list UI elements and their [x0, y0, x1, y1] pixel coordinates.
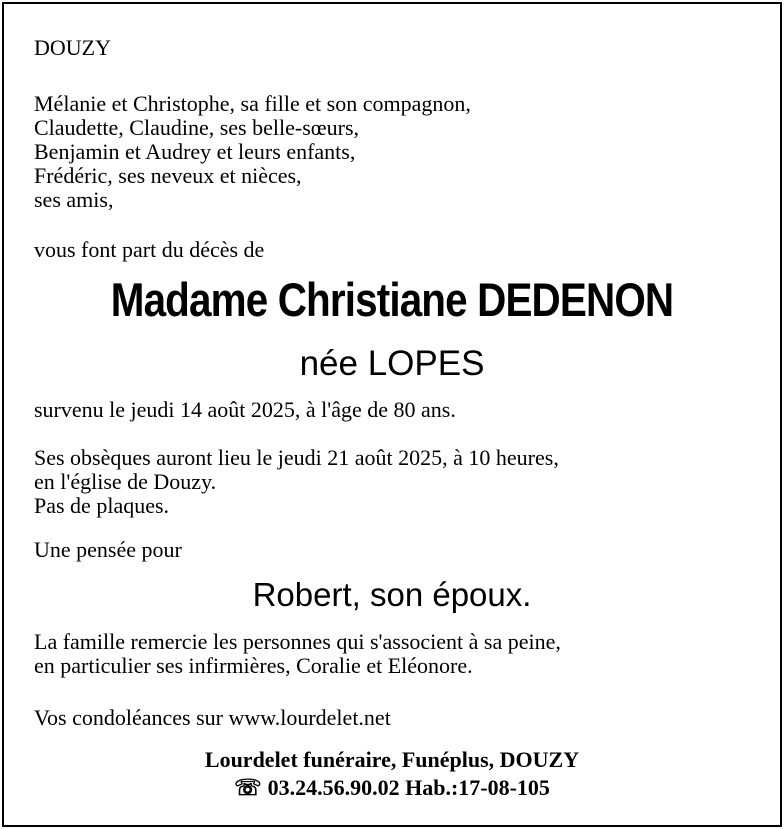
family-line: Claudette, Claudine, ses belle-sœurs, [34, 115, 360, 140]
phone-line [4, 776, 780, 800]
condolences-text: Vos condoléances sur www.lourdelet.net [34, 705, 391, 730]
announcement-text: vous font part du décès de [34, 237, 265, 262]
family-line: ses amis, [34, 187, 114, 212]
thanks-line: en particulier ses infirmières, Coralie et Eléonore. [34, 653, 473, 678]
maiden-name: née LOPES [299, 344, 485, 383]
spouse-name: Robert, son époux. [252, 576, 532, 613]
thanks-line: La famille remercie les personnes qui s'associent à sa peine, [34, 629, 561, 654]
funeral-line: Ses obsèques auront lieu le jeudi 21 août 2025, à 10 heures, [34, 445, 559, 470]
funeral-line: Pas de plaques. [34, 493, 170, 518]
phone-icon: ☏ [234, 775, 262, 800]
family-line: Benjamin et Audrey et leurs enfants, [34, 139, 356, 164]
funeral-home: Lourdelet funéraire, Funéplus, DOUZY [204, 747, 580, 772]
family-line: Mélanie et Christophe, sa fille et son compagnon, [34, 91, 471, 116]
town-heading: DOUZY [34, 35, 111, 60]
obituary-notice [2, 2, 782, 827]
family-line: Frédéric, ses neveux et nièces, [34, 163, 302, 188]
funeral-line: en l'église de Douzy. [34, 469, 217, 494]
death-date-text: survenu le jeudi 14 août 2025, à l'âge de 80 ans. [34, 397, 456, 422]
deceased-name: Madame Christiane DEDENON [110, 273, 674, 326]
phone-number: 03.24.56.90.02 Hab.:17-08-105 [267, 775, 550, 800]
thought-intro: Une pensée pour [34, 537, 182, 562]
